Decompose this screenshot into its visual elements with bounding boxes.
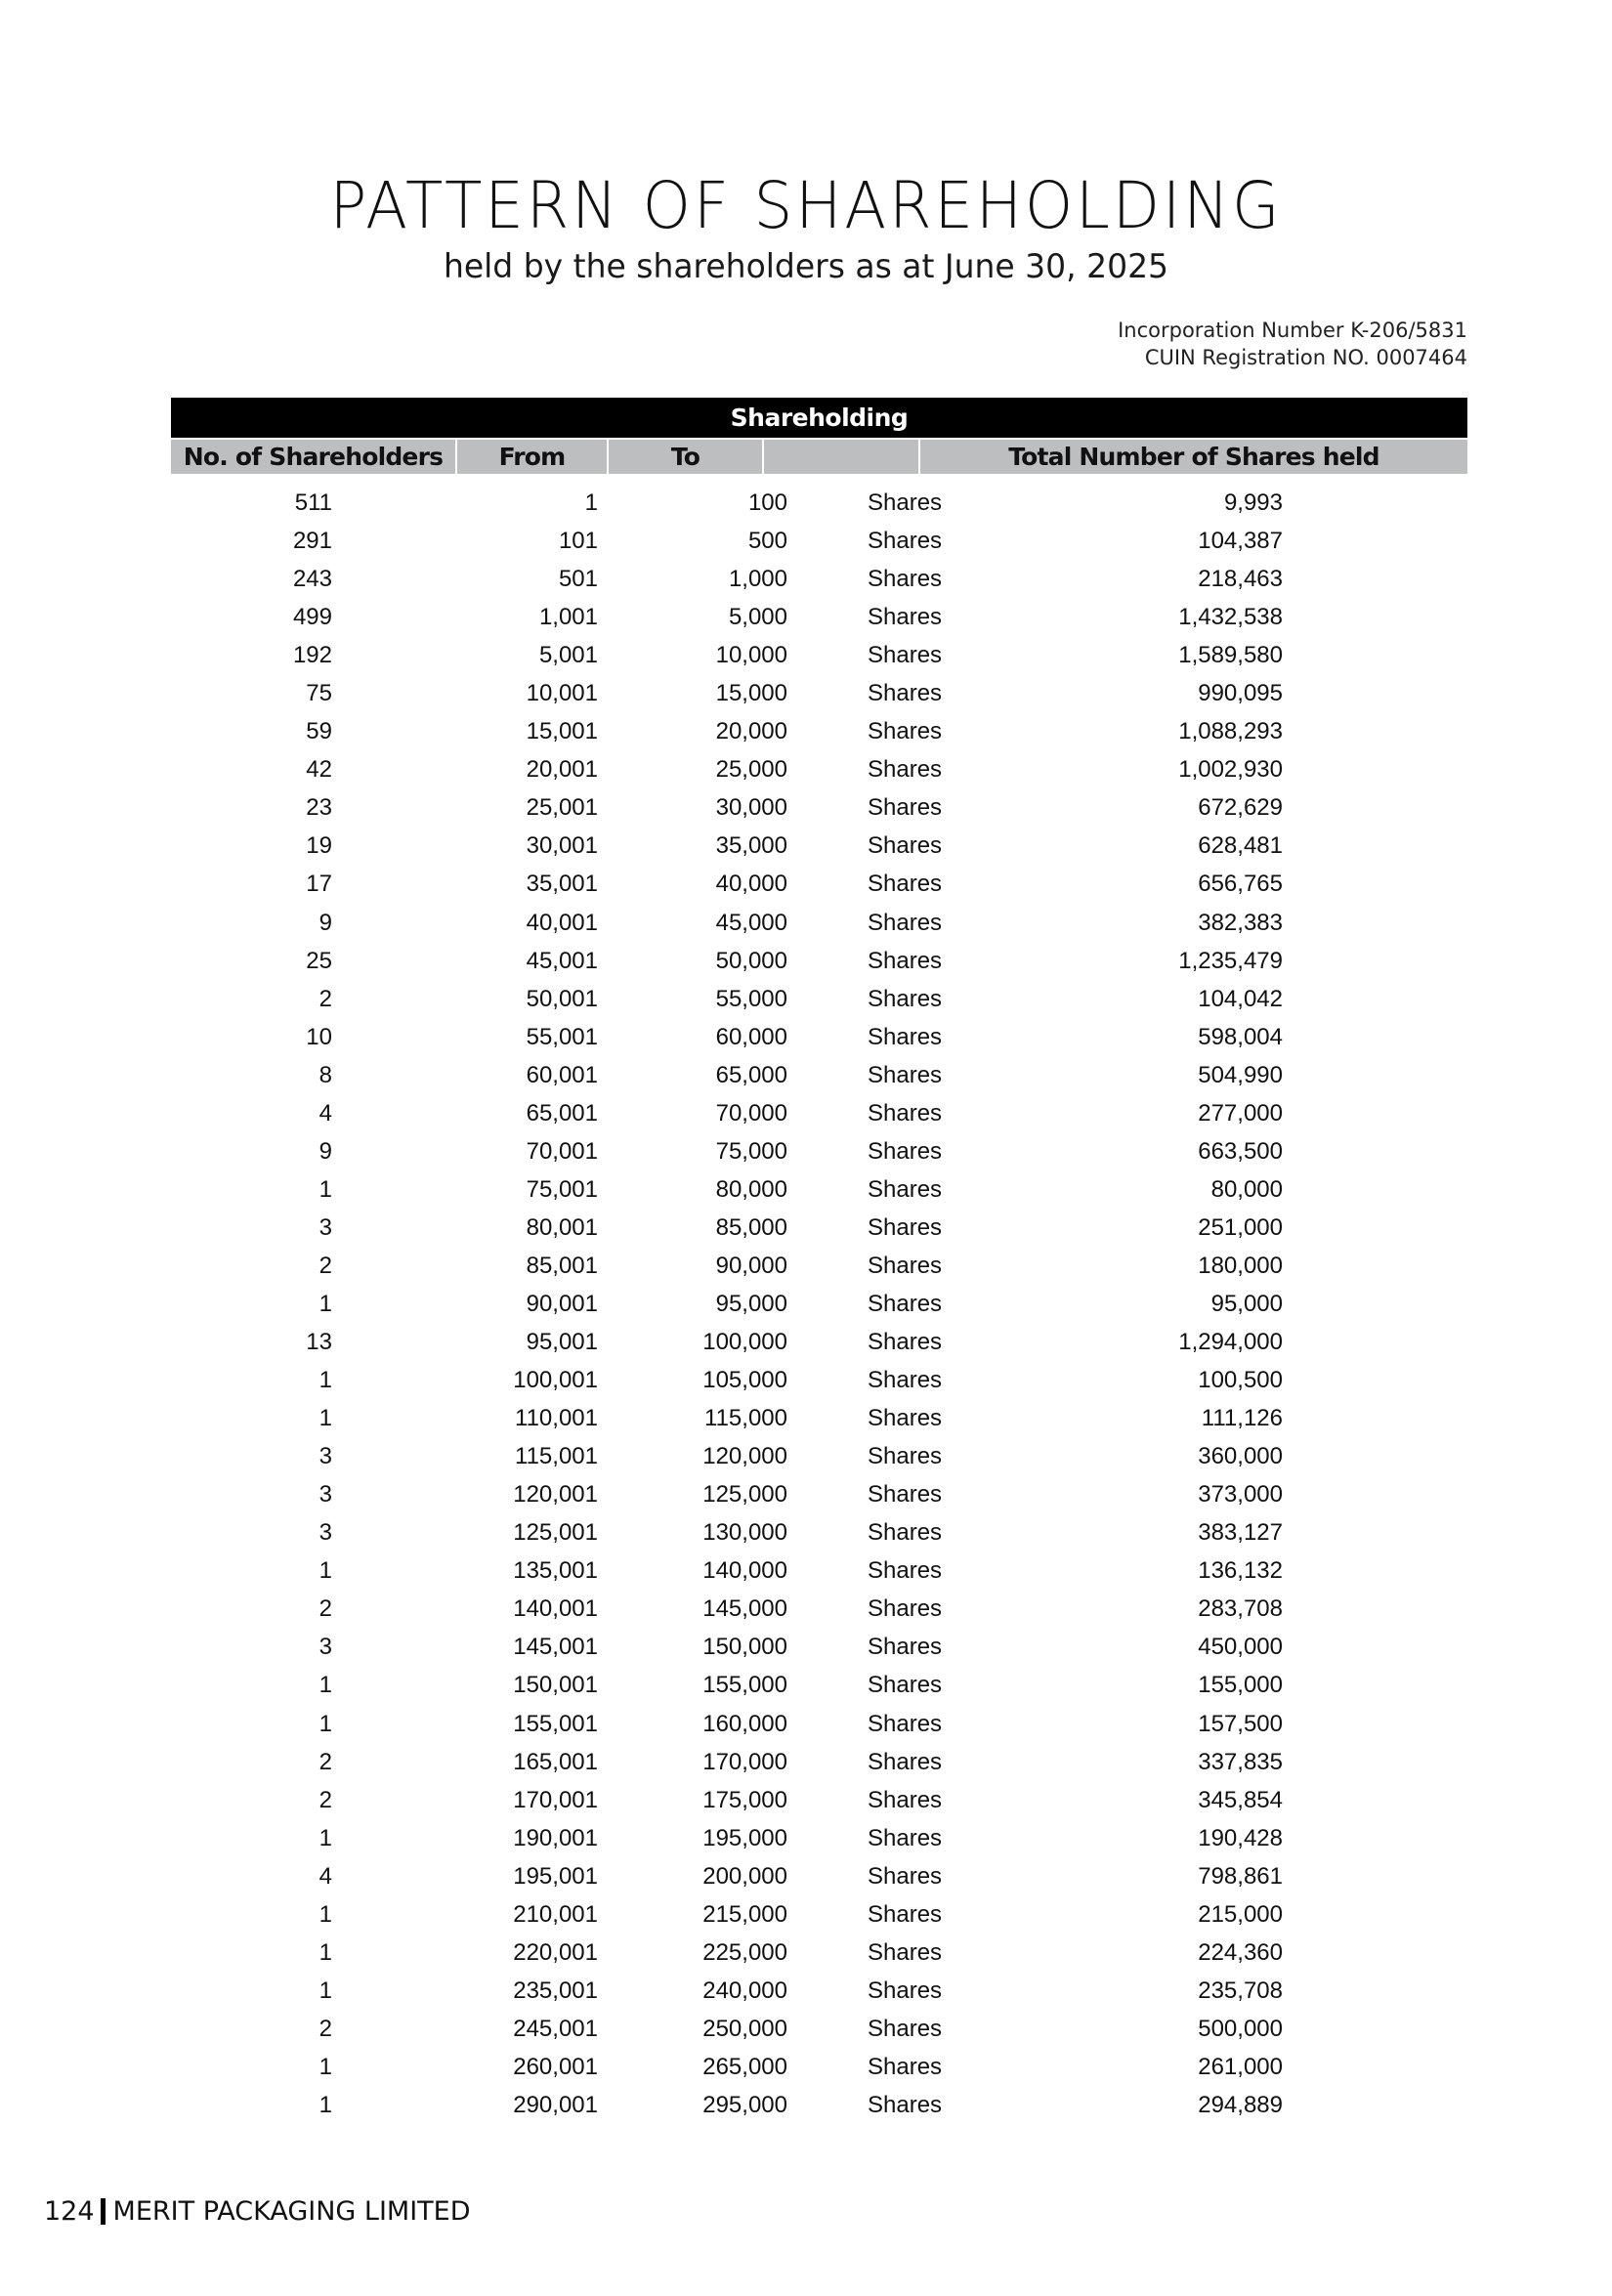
table-row — [171, 1857, 1467, 1895]
cell-total-shares: 100,500 — [1198, 1367, 1283, 1394]
table-row — [171, 827, 1467, 865]
cell-shareholders: 10 — [306, 1023, 332, 1050]
cell-total-shares: 104,387 — [1198, 528, 1283, 555]
cell-from: 125,001 — [513, 1519, 598, 1547]
cell-unit: Shares — [868, 1405, 943, 1432]
cell-to: 160,000 — [702, 1710, 787, 1737]
cell-to: 60,000 — [715, 1023, 787, 1050]
cell-total-shares: 157,500 — [1198, 1710, 1283, 1737]
cell-unit: Shares — [868, 718, 943, 745]
cell-shareholders: 1 — [318, 1977, 332, 2004]
cell-shareholders: 499 — [292, 604, 332, 631]
cell-shareholders: 1 — [318, 1710, 332, 1737]
cell-total-shares: 500,000 — [1198, 2015, 1283, 2042]
cell-unit: Shares — [868, 794, 943, 822]
cell-shareholders: 4 — [318, 1862, 332, 1890]
table-row — [171, 1209, 1467, 1247]
cell-to: 50,000 — [715, 947, 787, 974]
cell-from: 85,001 — [526, 1252, 598, 1279]
cell-from: 80,001 — [526, 1213, 598, 1241]
table-row — [171, 2048, 1467, 2086]
cell-total-shares: 180,000 — [1198, 1252, 1283, 1279]
cell-total-shares: 190,428 — [1198, 1824, 1283, 1851]
cell-from: 100,001 — [513, 1367, 598, 1394]
cell-shareholders: 9 — [318, 909, 332, 936]
cell-from: 90,001 — [526, 1290, 598, 1317]
cell-from: 110,001 — [515, 1405, 598, 1432]
cell-to: 170,000 — [702, 1748, 787, 1775]
cell-unit: Shares — [868, 1329, 943, 1356]
cell-shareholders: 243 — [292, 566, 332, 593]
cell-total-shares: 251,000 — [1198, 1213, 1283, 1241]
cell-unit: Shares — [868, 1519, 943, 1547]
cell-to: 140,000 — [702, 1557, 787, 1585]
page-subtitle: held by the shareholders as at June 30, 2025 — [443, 247, 1169, 286]
cell-total-shares: 663,500 — [1198, 1137, 1283, 1165]
cell-unit: Shares — [868, 680, 943, 707]
cell-to: 150,000 — [702, 1634, 787, 1661]
cell-to: 65,000 — [715, 1061, 787, 1088]
table-header-row — [171, 440, 1467, 474]
table-row — [171, 1323, 1467, 1361]
cell-shareholders: 75 — [306, 680, 332, 707]
shareholding-table — [171, 398, 1467, 2118]
cell-from: 120,001 — [513, 1481, 598, 1509]
cell-to: 265,000 — [702, 2053, 787, 2080]
table-row — [171, 980, 1467, 1018]
cell-shareholders: 1 — [318, 1367, 332, 1394]
cell-to: 195,000 — [702, 1824, 787, 1851]
cell-unit: Shares — [868, 985, 943, 1012]
cell-unit: Shares — [868, 2015, 943, 2042]
cell-total-shares: 1,235,479 — [1178, 947, 1283, 974]
cell-shareholders: 3 — [318, 1634, 332, 1661]
cell-total-shares: 360,000 — [1198, 1443, 1283, 1470]
table-row — [171, 1934, 1467, 1972]
cell-from: 245,001 — [513, 2015, 598, 2042]
cell-unit: Shares — [868, 1290, 943, 1317]
cell-shareholders: 2 — [318, 1595, 332, 1623]
cell-unit: Shares — [868, 1175, 943, 1203]
cell-total-shares: 1,432,538 — [1178, 604, 1283, 631]
cell-shareholders: 2 — [318, 1786, 332, 1813]
table-row — [171, 1399, 1467, 1437]
cell-from: 30,001 — [526, 832, 598, 860]
cell-to: 145,000 — [702, 1595, 787, 1623]
cell-unit: Shares — [868, 1977, 943, 2004]
cell-from: 140,001 — [513, 1595, 598, 1623]
cell-from: 155,001 — [513, 1710, 598, 1737]
cell-to: 155,000 — [702, 1672, 787, 1699]
cell-to: 115,000 — [704, 1405, 787, 1432]
table-row — [171, 1285, 1467, 1323]
cell-total-shares: 235,708 — [1198, 1977, 1283, 2004]
cell-unit: Shares — [868, 871, 943, 898]
cell-to: 100 — [747, 489, 787, 516]
cell-from: 220,001 — [513, 1938, 598, 1966]
column-header-to: To — [609, 440, 764, 474]
table-row — [171, 1628, 1467, 1666]
table-row — [171, 904, 1467, 942]
cell-shareholders: 2 — [318, 1252, 332, 1279]
cell-shareholders: 1 — [318, 1290, 332, 1317]
cell-from: 1,001 — [538, 604, 598, 631]
cell-unit: Shares — [868, 489, 943, 516]
table-row — [171, 1170, 1467, 1209]
cell-to: 30,000 — [715, 794, 787, 822]
cell-to: 105,000 — [702, 1367, 787, 1394]
cell-to: 120,000 — [702, 1443, 787, 1470]
footer-divider — [101, 2198, 106, 2225]
cell-to: 250,000 — [702, 2015, 787, 2042]
cell-unit: Shares — [868, 909, 943, 936]
table-row — [171, 1361, 1467, 1399]
cell-to: 500 — [747, 528, 787, 555]
cell-unit: Shares — [868, 1634, 943, 1661]
cell-from: 260,001 — [513, 2053, 598, 2080]
cell-shareholders: 511 — [294, 489, 332, 516]
cell-to: 45,000 — [715, 909, 787, 936]
cell-to: 55,000 — [715, 985, 787, 1012]
cell-total-shares: 345,854 — [1198, 1786, 1283, 1813]
cell-from: 195,001 — [513, 1862, 598, 1890]
table-row — [171, 484, 1467, 522]
cell-shareholders: 25 — [306, 947, 332, 974]
cell-shareholders: 3 — [318, 1519, 332, 1547]
cell-total-shares: 215,000 — [1198, 1900, 1283, 1928]
cell-from: 65,001 — [526, 1099, 598, 1127]
cell-total-shares: 656,765 — [1198, 871, 1283, 898]
table-row — [171, 1132, 1467, 1170]
cell-unit: Shares — [868, 1748, 943, 1775]
cell-shareholders: 1 — [318, 2053, 332, 2080]
cell-to: 100,000 — [702, 1329, 787, 1356]
cell-unit: Shares — [868, 1900, 943, 1928]
cell-unit: Shares — [868, 1824, 943, 1851]
cell-total-shares: 373,000 — [1198, 1481, 1283, 1509]
cell-from: 5,001 — [538, 642, 598, 669]
table-row — [171, 1781, 1467, 1819]
cell-total-shares: 155,000 — [1198, 1672, 1283, 1699]
cell-from: 150,001 — [513, 1672, 598, 1699]
cell-from: 60,001 — [526, 1061, 598, 1088]
cell-total-shares: 80,000 — [1210, 1175, 1283, 1203]
table-row — [171, 1552, 1467, 1590]
cell-shareholders: 1 — [318, 1900, 332, 1928]
table-row — [171, 712, 1467, 750]
cell-unit: Shares — [868, 1252, 943, 1279]
cell-unit: Shares — [868, 1061, 943, 1088]
cell-to: 240,000 — [702, 1977, 787, 2004]
table-row — [171, 2086, 1467, 2124]
cell-shareholders: 59 — [306, 718, 332, 745]
cell-shareholders: 192 — [292, 642, 332, 669]
cell-shareholders: 2 — [318, 985, 332, 1012]
cell-from: 290,001 — [513, 2091, 598, 2118]
cell-shareholders: 4 — [318, 1099, 332, 1127]
page-footer — [44, 2198, 471, 2225]
cell-total-shares: 294,889 — [1198, 2091, 1283, 2118]
cell-unit: Shares — [868, 642, 943, 669]
cell-from: 45,001 — [526, 947, 598, 974]
cell-from: 15,001 — [526, 718, 598, 745]
cell-shareholders: 2 — [318, 2015, 332, 2042]
table-row — [171, 1094, 1467, 1132]
cell-total-shares: 111,126 — [1201, 1405, 1283, 1432]
cell-to: 70,000 — [715, 1099, 787, 1127]
column-header-unit — [764, 440, 920, 474]
cell-from: 35,001 — [526, 871, 598, 898]
cell-unit: Shares — [868, 1099, 943, 1127]
cell-to: 125,000 — [702, 1481, 787, 1509]
cell-shareholders: 1 — [318, 1824, 332, 1851]
cell-unit: Shares — [868, 756, 943, 784]
cell-from: 101 — [558, 528, 598, 555]
cell-unit: Shares — [868, 1213, 943, 1241]
cell-from: 235,001 — [513, 1977, 598, 2004]
cell-from: 95,001 — [526, 1329, 598, 1356]
table-row — [171, 750, 1467, 788]
cell-to: 215,000 — [702, 1900, 787, 1928]
cell-to: 225,000 — [702, 1938, 787, 1966]
cell-total-shares: 990,095 — [1198, 680, 1283, 707]
table-group-header: Shareholding — [171, 398, 1467, 438]
cell-shareholders: 42 — [306, 756, 332, 784]
cell-unit: Shares — [868, 1595, 943, 1623]
cell-from: 1 — [584, 489, 598, 516]
cell-to: 90,000 — [715, 1252, 787, 1279]
cell-from: 20,001 — [526, 756, 598, 784]
table-row — [171, 788, 1467, 827]
cell-to: 10,000 — [715, 642, 787, 669]
table-row — [171, 1972, 1467, 2010]
cell-unit: Shares — [868, 1367, 943, 1394]
cell-shareholders: 291 — [292, 528, 332, 555]
column-header-total-shares: Total Number of Shares held — [920, 440, 1467, 474]
cell-shareholders: 3 — [318, 1443, 332, 1470]
cell-shareholders: 1 — [318, 1175, 332, 1203]
cell-to: 1,000 — [728, 566, 787, 593]
cell-shareholders: 23 — [306, 794, 332, 822]
cell-total-shares: 337,835 — [1198, 1748, 1283, 1775]
cell-to: 175,000 — [702, 1786, 787, 1813]
table-row — [171, 1437, 1467, 1475]
page-number: 124 — [44, 2196, 95, 2227]
cell-total-shares: 283,708 — [1198, 1595, 1283, 1623]
cell-total-shares: 1,002,930 — [1178, 756, 1283, 784]
table-row — [171, 522, 1467, 560]
page-title: PATTERN OF SHAREHOLDING — [329, 168, 1283, 243]
cell-total-shares: 136,132 — [1198, 1557, 1283, 1585]
cell-unit: Shares — [868, 1672, 943, 1699]
cell-to: 15,000 — [715, 680, 787, 707]
table-row — [171, 674, 1467, 712]
cell-unit: Shares — [868, 566, 943, 593]
cell-to: 40,000 — [715, 871, 787, 898]
cell-shareholders: 19 — [306, 832, 332, 860]
cell-from: 10,001 — [526, 680, 598, 707]
cell-total-shares: 504,990 — [1198, 1061, 1283, 1088]
cell-unit: Shares — [868, 528, 943, 555]
cell-from: 135,001 — [513, 1557, 598, 1585]
cell-total-shares: 598,004 — [1198, 1023, 1283, 1050]
cell-unit: Shares — [868, 1862, 943, 1890]
table-row — [171, 560, 1467, 598]
cell-to: 95,000 — [715, 1290, 787, 1317]
table-row — [171, 1895, 1467, 1934]
cell-total-shares: 277,000 — [1198, 1099, 1283, 1127]
cell-shareholders: 9 — [318, 1137, 332, 1165]
cell-total-shares: 382,383 — [1198, 909, 1283, 936]
table-row — [171, 636, 1467, 674]
cell-to: 200,000 — [702, 1862, 787, 1890]
cuin-registration: CUIN Registration NO. 0007464 — [1144, 346, 1467, 369]
cell-unit: Shares — [868, 2091, 943, 2118]
cell-total-shares: 1,294,000 — [1178, 1329, 1283, 1356]
cell-from: 70,001 — [526, 1137, 598, 1165]
cell-from: 190,001 — [513, 1824, 598, 1851]
cell-to: 5,000 — [728, 604, 787, 631]
cell-to: 75,000 — [715, 1137, 787, 1165]
cell-to: 130,000 — [702, 1519, 787, 1547]
table-row — [171, 1590, 1467, 1628]
cell-shareholders: 3 — [318, 1213, 332, 1241]
cell-unit: Shares — [868, 1557, 943, 1585]
cell-unit: Shares — [868, 2053, 943, 2080]
cell-from: 115,001 — [515, 1443, 598, 1470]
table-row — [171, 1018, 1467, 1056]
cell-shareholders: 17 — [306, 871, 332, 898]
cell-shareholders: 8 — [318, 1061, 332, 1088]
cell-to: 20,000 — [715, 718, 787, 745]
cell-from: 25,001 — [526, 794, 598, 822]
cell-total-shares: 1,088,293 — [1178, 718, 1283, 745]
column-header-shareholders: No. of Shareholders — [171, 440, 457, 474]
cell-total-shares: 104,042 — [1198, 985, 1283, 1012]
table-body — [171, 484, 1467, 2124]
cell-total-shares: 224,360 — [1198, 1938, 1283, 1966]
cell-total-shares: 450,000 — [1198, 1634, 1283, 1661]
table-row — [171, 1247, 1467, 1285]
cell-shareholders: 1 — [318, 1672, 332, 1699]
cell-total-shares: 95,000 — [1210, 1290, 1283, 1317]
table-row — [171, 1513, 1467, 1552]
cell-unit: Shares — [868, 1786, 943, 1813]
cell-from: 165,001 — [513, 1748, 598, 1775]
table-row — [171, 865, 1467, 903]
cell-shareholders: 13 — [306, 1329, 332, 1356]
column-header-from: From — [457, 440, 609, 474]
cell-total-shares: 261,000 — [1198, 2053, 1283, 2080]
cell-from: 50,001 — [526, 985, 598, 1012]
cell-from: 75,001 — [526, 1175, 598, 1203]
cell-shareholders: 2 — [318, 1748, 332, 1775]
cell-unit: Shares — [868, 1938, 943, 1966]
cell-total-shares: 798,861 — [1198, 1862, 1283, 1890]
cell-unit: Shares — [868, 1137, 943, 1165]
cell-total-shares: 218,463 — [1198, 566, 1283, 593]
cell-shareholders: 3 — [318, 1481, 332, 1509]
cell-unit: Shares — [868, 1710, 943, 1737]
cell-from: 501 — [558, 566, 598, 593]
cell-total-shares: 1,589,580 — [1178, 642, 1283, 669]
cell-shareholders: 1 — [318, 1405, 332, 1432]
cell-from: 55,001 — [526, 1023, 598, 1050]
table-row — [171, 1666, 1467, 1704]
cell-from: 210,001 — [513, 1900, 598, 1928]
table-row — [171, 598, 1467, 636]
cell-total-shares: 9,993 — [1223, 489, 1283, 516]
cell-total-shares: 383,127 — [1198, 1519, 1283, 1547]
cell-shareholders: 1 — [318, 2091, 332, 2118]
company-name: MERIT PACKAGING LIMITED — [112, 2196, 471, 2227]
cell-unit: Shares — [868, 604, 943, 631]
table-row — [171, 1475, 1467, 1513]
table-row — [171, 1705, 1467, 1743]
cell-from: 170,001 — [513, 1786, 598, 1813]
table-row — [171, 1056, 1467, 1094]
table-row — [171, 1743, 1467, 1781]
cell-shareholders: 1 — [318, 1557, 332, 1585]
table-row — [171, 2010, 1467, 2048]
cell-unit: Shares — [868, 1443, 943, 1470]
cell-unit: Shares — [868, 832, 943, 860]
table-row — [171, 1819, 1467, 1857]
cell-unit: Shares — [868, 947, 943, 974]
cell-unit: Shares — [868, 1481, 943, 1509]
cell-unit: Shares — [868, 1023, 943, 1050]
cell-total-shares: 672,629 — [1198, 794, 1283, 822]
cell-to: 80,000 — [715, 1175, 787, 1203]
cell-to: 85,000 — [715, 1213, 787, 1241]
cell-total-shares: 628,481 — [1198, 832, 1283, 860]
cell-to: 25,000 — [715, 756, 787, 784]
cell-shareholders: 1 — [318, 1938, 332, 1966]
cell-from: 40,001 — [526, 909, 598, 936]
incorporation-number: Incorporation Number K-206/5831 — [1118, 319, 1467, 342]
cell-to: 295,000 — [702, 2091, 787, 2118]
table-row — [171, 942, 1467, 980]
cell-to: 35,000 — [715, 832, 787, 860]
cell-from: 145,001 — [513, 1634, 598, 1661]
